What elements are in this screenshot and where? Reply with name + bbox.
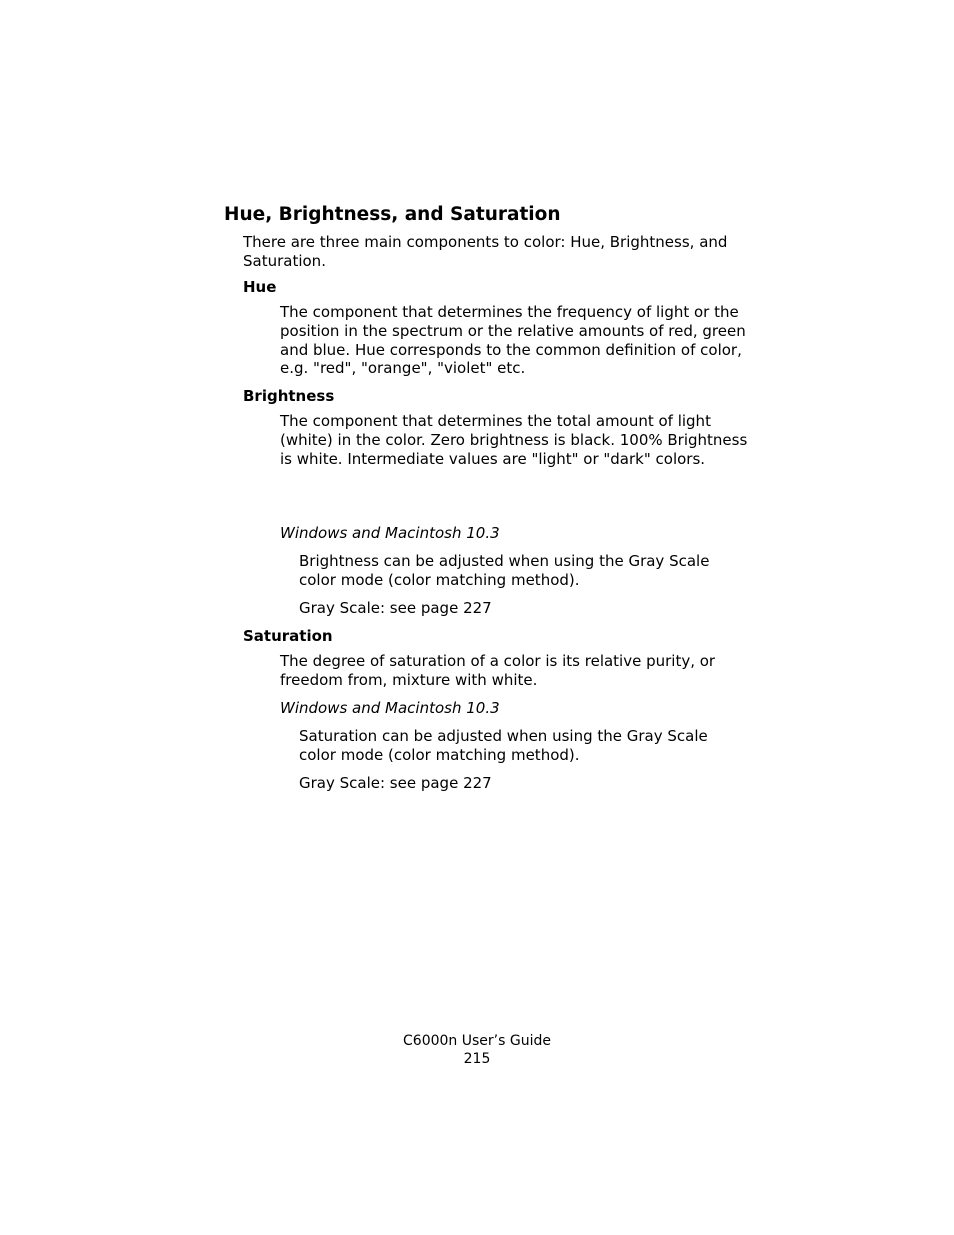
brightness-term: Brightness xyxy=(243,387,335,405)
saturation-page-reference: Gray Scale: see page 227 xyxy=(299,774,492,792)
saturation-platform-label: Windows and Macintosh 10.3 xyxy=(280,699,500,717)
hue-term: Hue xyxy=(243,278,277,296)
saturation-term: Saturation xyxy=(243,627,333,645)
page-footer xyxy=(377,1033,577,1068)
saturation-note: Saturation can be adjusted when using the Gray Scale color mode (color matching method). xyxy=(299,727,708,764)
footer-guide-title: C6000n User’s Guide xyxy=(403,1033,551,1049)
intro-paragraph: There are three main components to color: Hue, Brightness, and Saturation. xyxy=(243,233,728,270)
brightness-platform-label: Windows and Macintosh 10.3 xyxy=(280,524,500,542)
hue-definition: The component that determines the frequency of light or the position in the spectrum or the relative amounts of red, green and blue. Hue corresponds to the common definition of color, e.g. "red", "orange", "violet" etc. xyxy=(280,303,746,378)
brightness-note: Brightness can be adjusted when using the Gray Scale color mode (color matching method). xyxy=(299,552,710,589)
brightness-page-reference: Gray Scale: see page 227 xyxy=(299,599,492,617)
brightness-definition: The component that determines the total amount of light (white) in the color. Zero brightness is black. 100% Brightness is white. Intermediate values are "light" or "dark" colors. xyxy=(280,412,748,468)
footer-page-number: 215 xyxy=(463,1050,491,1067)
section-heading: Hue, Brightness, and Saturation xyxy=(224,204,561,225)
saturation-definition: The degree of saturation of a color is its relative purity, or freedom from, mixture with white. xyxy=(280,652,716,689)
